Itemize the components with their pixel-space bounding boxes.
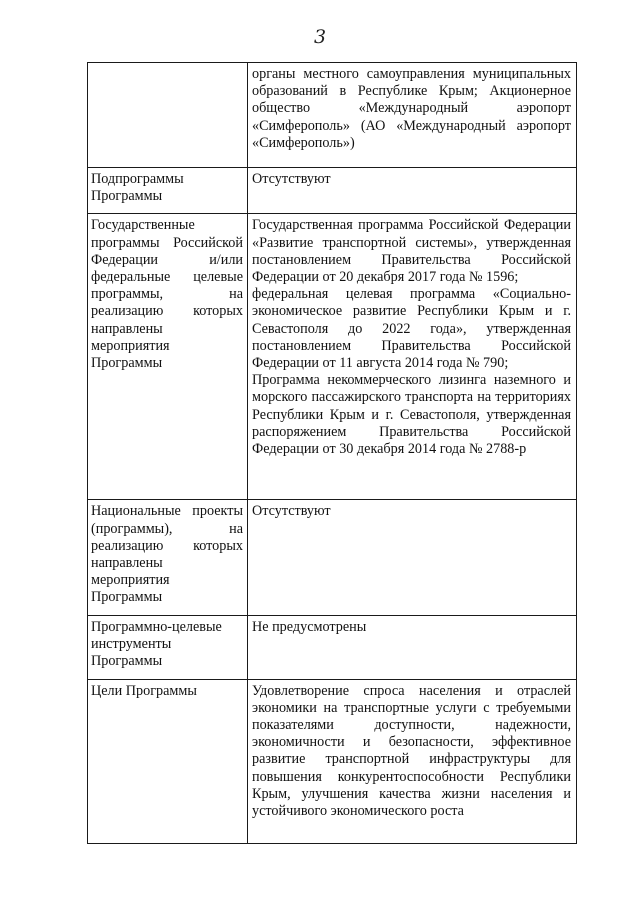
value-paragraph: Не предусмотрены	[252, 618, 367, 635]
value-paragraph: Программа некоммерческого лизинга наземного и морского пассажирского транспорта на территориях Республики Крым и г. Севастополя, утвержденная распоряжением Правительства Российской Федерации от 30 декабря 2014 года № 2788-р	[252, 372, 571, 458]
program-passport-table	[87, 62, 577, 844]
row-label: Государственные программы Российской Федерации и/или федеральные целевые программы, на реализацию которых направлены мероприятия Программы	[88, 214, 248, 500]
table-row	[88, 63, 577, 168]
row-value	[248, 63, 577, 168]
row-value	[248, 168, 577, 214]
row-label	[88, 63, 248, 168]
row-value	[248, 615, 577, 679]
value-paragraph: Государственная программа Российской Федерации «Развитие транспортной системы», утвержденная постановлением Правительства Российской Федерации от 20 декабря 2017 года № 1596;	[252, 217, 571, 286]
row-value	[248, 214, 577, 500]
value-paragraph: Отсутствуют	[252, 503, 331, 520]
table-row	[88, 679, 577, 843]
table-row	[88, 168, 577, 214]
value-paragraph: федеральная целевая программа «Социально-экономическое развитие Республики Крым и г. Севастополя до 2022 года», утвержденная постановлением Правительства Российской Федерации от 11 августа 2014 года № 790;	[252, 286, 571, 372]
table-row	[88, 214, 577, 500]
row-label: Программно-целевые инструменты Программы	[88, 615, 248, 679]
row-label: Национальные проекты (программы), на реализацию которых направлены мероприятия Программы	[88, 500, 248, 615]
row-value	[248, 500, 577, 615]
table-row	[88, 500, 577, 615]
row-label: Подпрограммы Программы	[88, 168, 248, 214]
value-paragraph: Отсутствуют	[252, 171, 331, 187]
value-paragraph: органы местного самоуправления муниципальных образований в Республике Крым; Акционерное общество «Международный аэропорт «Симферополь» (АО «Международный аэропорт «Симферополь»)	[252, 66, 571, 151]
page-number: 3	[314, 26, 327, 48]
row-label: Цели Программы	[88, 679, 248, 843]
value-paragraph: Удовлетворение спроса населения и отраслей экономики на транспортные услуги с требуемыми показателями доступности, надежности, экономичности и безопасности, эффективное развитие транспортной инфраструктуры для повышения конкурентоспособности Республики Крым, улучшения качества жизни населения и устойчивого экономического роста	[252, 682, 571, 820]
row-value	[248, 679, 577, 843]
table-row	[88, 615, 577, 679]
